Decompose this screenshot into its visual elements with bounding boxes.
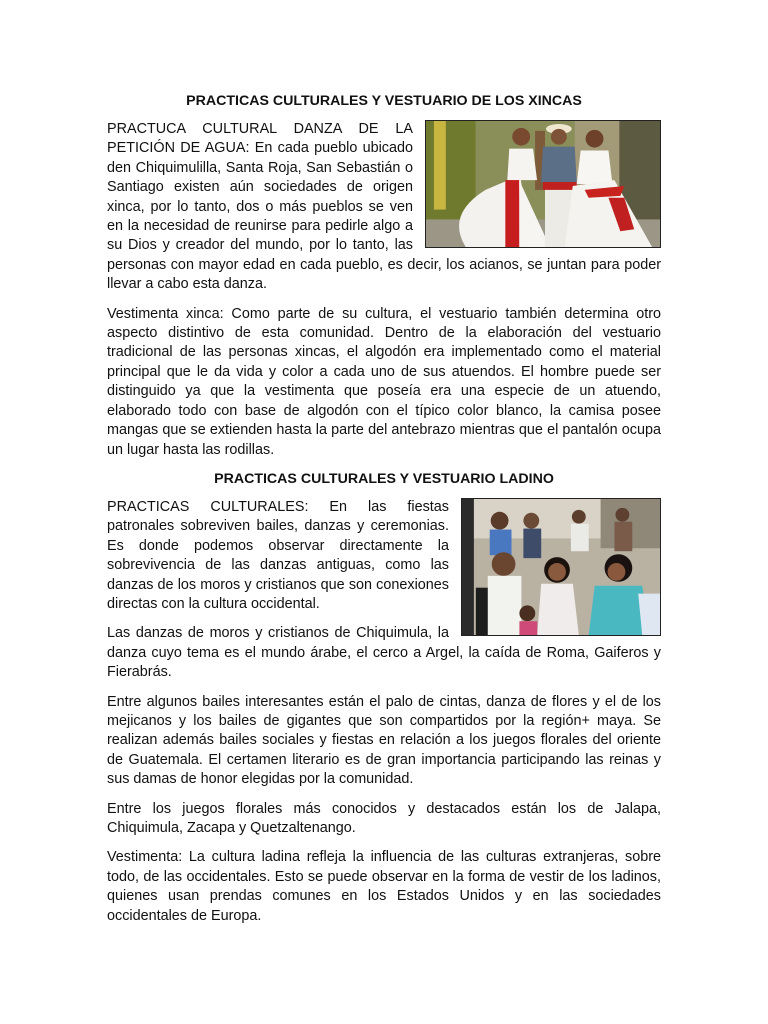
section-title-xincas: PRACTICAS CULTURALES Y VESTUARIO DE LOS XINCAS	[186, 93, 582, 109]
paragraph-danza-peticion-agua: PRACTUCA CULTURAL DANZA DE LA PETICIÓN DE AGUA: En cada pueblo ubicado den Chiquimulilla, Santa Roja, San Sebastián o Santiago existen aún sociedades de origen xinca, por lo tanto, dos o más pueblos se ven en la necesidad de reunirse para pedirle algo a su Dios y creador del mundo, por lo tanto, las personas con mayor edad en cada pueblo, es decir, los acianos, se juntan para poder llevar a cabo esta danza.	[107, 121, 661, 293]
paragraph-vestimenta-xinca: Vestimenta xinca: Como parte de su cultura, el vestuario también determina otro aspecto distintivo de esta comunidad. Dentro de la elaboración del vestuario tradicional de las personas xincas, el algodón era implementado como el material principal que le da vida y color a cada uno de sus atuendos. El hombre puede ser distinguido ya que la vestimenta que poseía era una especie de un atuendo, elaborado todo con base de algodón con el típico color blanco, la camisa posee mangas que se extienden hasta la parte del antebrazo mientras que el pantalón ocupa un lugar hasta las rodillas.	[107, 305, 661, 458]
photo-ladino-crowd-illustration	[462, 499, 660, 635]
paragraph-vestimenta-ladina: Vestimenta: La cultura ladina refleja la influencia de las culturas extranjeras, sobre todo, de las occidentales. Esto se puede observar en la forma de vestir de los ladinos, quienes usan prendas comunes en los Estados Unidos y en las sociedades occidentales de Europa.	[107, 849, 661, 924]
paragraph-juegos-florales: Entre los juegos florales más conocidos y destacados están los de Jalapa, Chiquimula, Zacapa y Quetzaltenango.	[107, 800, 661, 836]
photo-ladino-crowd	[461, 498, 661, 636]
photo-xinca-dancers	[425, 120, 661, 248]
section-title-ladino: PRACTICAS CULTURALES Y VESTUARIO LADINO	[214, 470, 554, 487]
paragraph-moros-cristianos: Las danzas de moros y cristianos de Chiquimula, la danza cuyo tema es el mundo árabe, el cerco a Argel, la caída de Roma, Gaiferos y Fierabrás.	[107, 625, 661, 681]
paragraph-practicas-culturales-ladino: PRACTICAS CULTURALES: En las fiestas patronales sobreviven bailes, danzas y ceremonias. Es donde podemos observar directamente la sobrevivencia de las danzas antiguas, como las danzas de los moros y cristianos que son conexiones directas con la cultura occidental.	[107, 498, 449, 612]
paragraph-bailes-interesantes: Entre algunos bailes interesantes están el palo de cintas, danza de flores y el de los mejicanos y los bailes de gigantes que son compartidos por la región+ maya. Se realizan además bailes sociales y fiestas en relación a los juegos florales del oriente de Guatemala. El certamen literario es de gran importancia participando las reinas y sus damas de honor elegidas por la comunidad.	[107, 693, 661, 788]
photo-xinca-dancers-illustration	[426, 121, 660, 247]
